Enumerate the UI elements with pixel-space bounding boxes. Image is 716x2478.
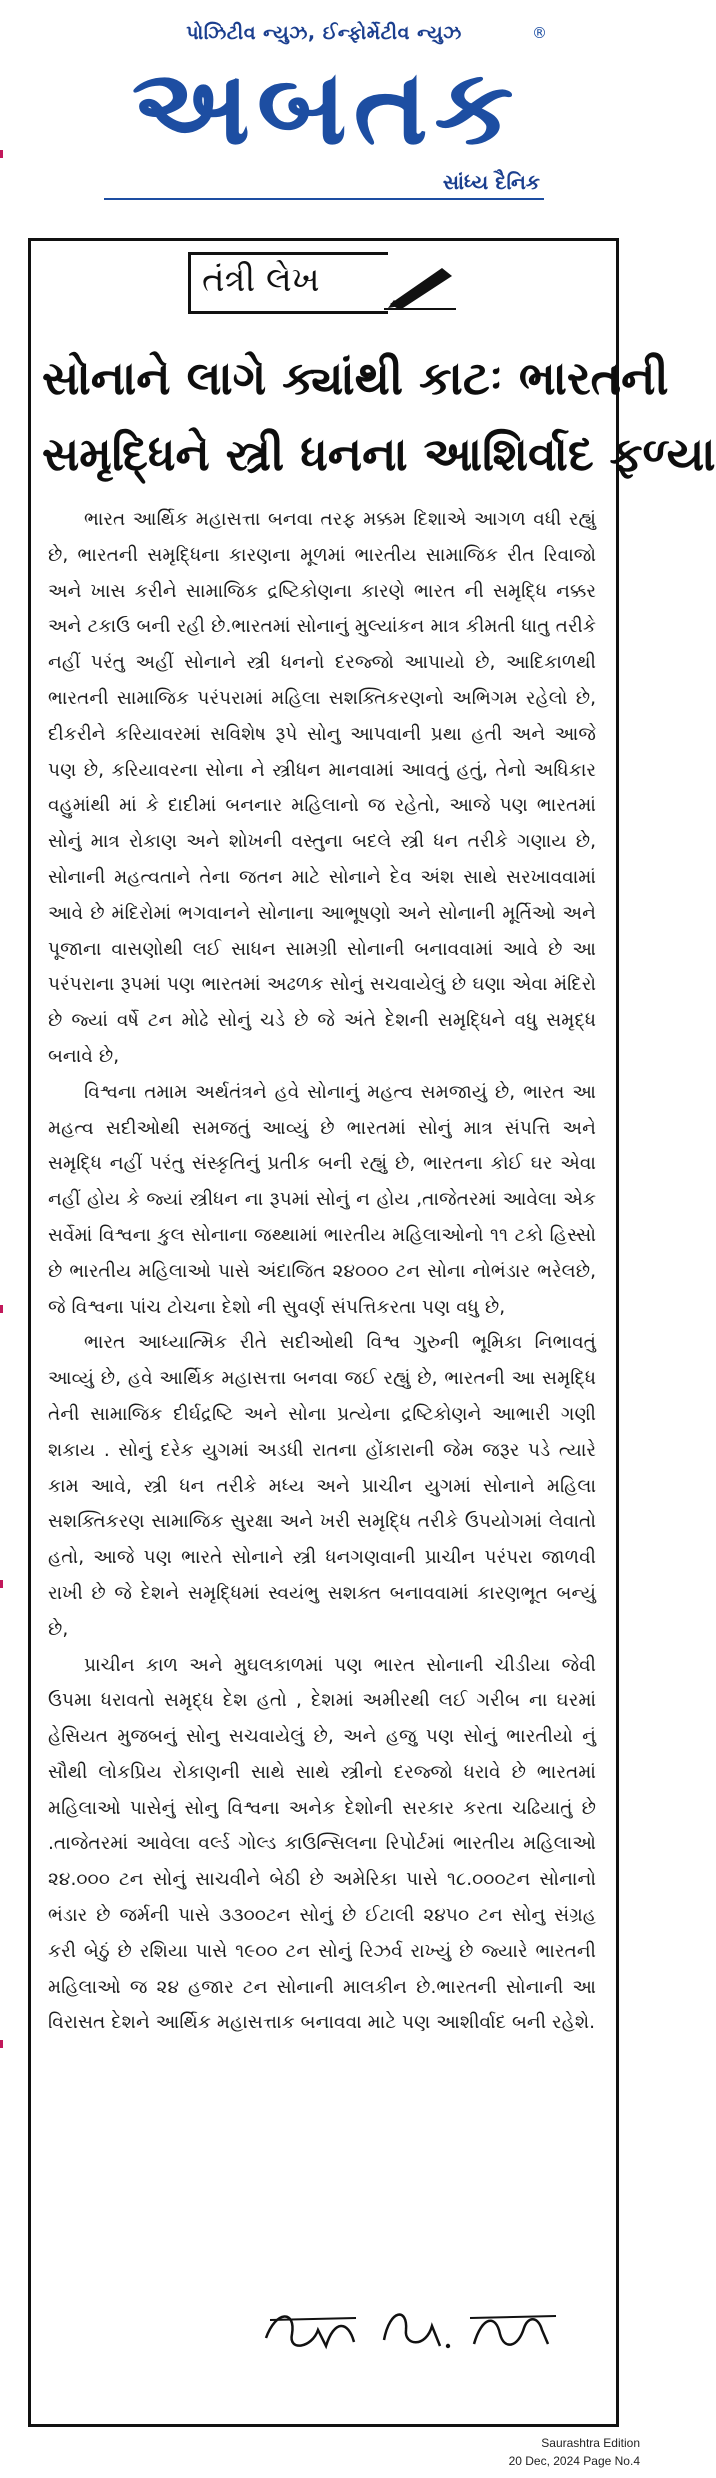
masthead-tagline: પોઝિટીવ ન્યુઝ, ઈન્ફોર્મેટીવ ન્યુઝ [186, 22, 462, 44]
page-edge-mark [0, 2040, 3, 2048]
masthead-underline [104, 198, 544, 200]
footer-edition: Saurashtra Edition [541, 2436, 640, 2450]
column-header [188, 252, 458, 322]
page-edge-mark [0, 1305, 3, 1313]
registered-mark: ® [532, 24, 547, 42]
headline-line-1: સોનાને લાગે ક્યાંથી કાટઃ ભારતની [42, 351, 669, 405]
article-headline [42, 340, 716, 492]
column-title: તંત્રી લેખ [202, 260, 320, 300]
footer-date-page: 20 Dec, 2024 Page No.4 [508, 2454, 640, 2468]
edition-type-label: સાંધ્ય દૈનિક [442, 170, 540, 194]
editor-signature [256, 2290, 586, 2370]
page-edge-mark [0, 150, 3, 158]
pen-icon [384, 260, 456, 310]
article-paragraph: પ્રાચીન કાળ અને મુઘલકાળમાં પણ ભારત સોનાની ચીડીયા જેવી ઉપમા ધરાવતો સમૃદ્ધ દેશ હતો , દેશમાં અમીરથી લઈ ગરીબ ના ઘરમાં હેસિયત મુજબનું સોનુ સચવાયેલું છે, અને હજુ પણ સોનું ભારતીયો નું સૌથી લોકપ્રિય રોકાણની સાથે સાથે સ્ત્રીનો દરજ્જો ધરાવે છે ભારતમાં મહિલાઓ પાસેનું સોનુ વિશ્વના અનેક દેશોની સરકાર કરતા ચઢિયાતું છે .તાજેતરમાં આવેલા વર્લ્ડ ગોલ્ડ કાઉન્સિલના રિપોર્ટમાં ભારતીય મહિલાઓ ૨૪.૦૦૦ ટન સોનું સાચવીને બેઠી છે અમેરિકા પાસે ૧૮.૦૦૦ટન સોનાનો ભંડાર છે જર્મની પાસે ૩૩૦૦ટન સોનું છે ઈટાલી ૨૪૫૦ ટન સોનુ સંગ્રહ કરી બેઠું છે રશિયા પાસે ૧૯૦૦ ટન સોનું રિઝર્વ રાખ્યું છે જ્યારે ભારતની મહિલાઓ જ ૨૪ હજાર ટન સોનાની માલકીન છે.ભારતની સોનાની આ વિરાસત દેશને આર્થિક મહાસત્તાક બનાવવા માટે પણ આશીર્વાદ બની રહેશે. [48, 1654, 596, 2034]
page-edge-mark [0, 1580, 3, 1588]
masthead [0, 0, 648, 212]
article-paragraph: ભારત આધ્યાત્મિક રીતે સદીઓથી વિશ્વ ગુરુની ભૂમિકા નિભાવતું આવ્યું છે, હવે આર્થિક મહાસત્તા બનવા જઈ રહ્યું છે, ભારતની આ સમૃદ્ધિ તેની સામાજિક દીર્ઘદ્રષ્ટિ અને સોના પ્રત્યેના દ્રષ્ટિકોણને આભારી ગણી શકાય . સોનું દરેક યુગમાં અડધી રાતના હોંકારાની જેમ જરૂર પડે ત્યારે કામ આવે, સ્ત્રી ધન તરીકે મધ્ય અને પ્રાચીન યુગમાં સોનાને મહિલા સશક્તિકરણ સામાજિક સુરક્ષા અને ખરી સમૃદ્ધિ તરીકે ઉપયોગમાં લેવાતો હતો, આજે પણ ભારતે સોનાને સ્ત્રી ધનગણવાની પ્રાચીન પરંપરા જાળવી રાખી છે જે દેશને સમૃદ્ધિમાં સ્વયંભુ સશક્ત બનાવવામાં કારણભૂત બન્યું છે, [48, 1332, 596, 1640]
headline-line-2: સમૃદ્ધિને સ્ત્રી ધનના આશિર્વાદ ફળ્યા [42, 427, 716, 481]
page-footer [470, 2434, 640, 2470]
article-paragraph: વિશ્વના તમામ અર્થતંત્રને હવે સોનાનું મહત્વ સમજાયું છે, ભારત આ મહત્વ સદીઓથી સમજતું આવ્યું છે ભારતમાં સોનું માત્ર સંપત્તિ અને સમૃદ્ધિ નહીં પરંતુ સંસ્કૃતિનું પ્રતીક બની રહ્યું છે, ભારતના કોઈ ઘર એવા નહીં હોય કે જ્યાં સ્ત્રીધન ના રૂપમાં સોનું ન હોય ,તાજેતરમાં આવેલા એક સર્વેમાં વિશ્વના કુલ સોનાના જથ્થામાં ભારતીય મહિલાઓનો ૧૧ ટકો હિસ્સો છે ભારતીય મહિલાઓ પાસે અંદાજિત ૨૪૦૦૦ ટન સોના નોભંડાર ભરેલછે, જે વિશ્વના પાંચ ટોચના દેશો ની સુવર્ણ સંપત્તિકરતા પણ વધુ છે, [48, 1081, 596, 1318]
article-body [48, 502, 596, 2041]
newspaper-logo: અબતક [131, 46, 521, 168]
article-paragraph: ભારત આર્થિક મહાસત્તા બનવા તરફ મક્કમ દિશાએ આગળ વધી રહ્યું છે, ભારતની સમૃદ્ધિના કારણના મૂળમાં ભારતીય સામાજિક રીત રિવાજો અને ખાસ કરીને સામાજિક દ્રષ્ટિકોણના કારણે ભારત ની સમૃદ્ધિ નક્કર અને ટકાઉ બની રહી છે.ભારતમાં સોનાનું મુલ્યાંકન માત્ર કીમતી ધાતુ તરીકે નહીં પરંતુ અહીં સોનાને સ્ત્રી ધનનો દરજ્જો આપાયો છે, આદિકાળથી ભારતની સામાજિક પરંપરામાં મહિલા સશક્તિકરણનો અભિગમ રહેલો છે, દીકરીને કરિયાવરમાં સવિશેષ રૂપે સોનુ આપવાની પ્રથા હતી અને આજે પણ છે, કરિયાવરના સોના ને સ્ત્રીધન માનવામાં આવતું હતું, તેનો અધિકાર વહુમાંથી માં કે દાદીમાં બનનાર મહિલાનો જ રહેતો, આજે પણ ભારતમાં સોનું માત્ર રોકાણ અને શોખની વસ્તુના બદલે સ્ત્રી ધન તરીકે ગણાય છે, સોનાની મહત્વતાને તેના જતન માટે સોનાને દેવ અંશ સાથે સરખાવવામાં આવે છે મંદિરોમાં ભગવાનને સોનાના આભૂષણો અને સોનાની મૂર્તિઓ અને પૂજાના વાસણોથી લઈ સાધન સામગ્રી સોનાની બનાવવામાં આવે છે આ પરંપરાના રૂપમાં પણ ભારતમાં અઢળક સોનું સચવાયેલું છે ઘણા એવા મંદિરો છે જ્યાં વર્ષે ટન મોઢે સોનું ચડે છે જે અંતે દેશની સમૃદ્ધિને વધુ સમૃદ્ધ બનાવે છે, [48, 509, 596, 1067]
